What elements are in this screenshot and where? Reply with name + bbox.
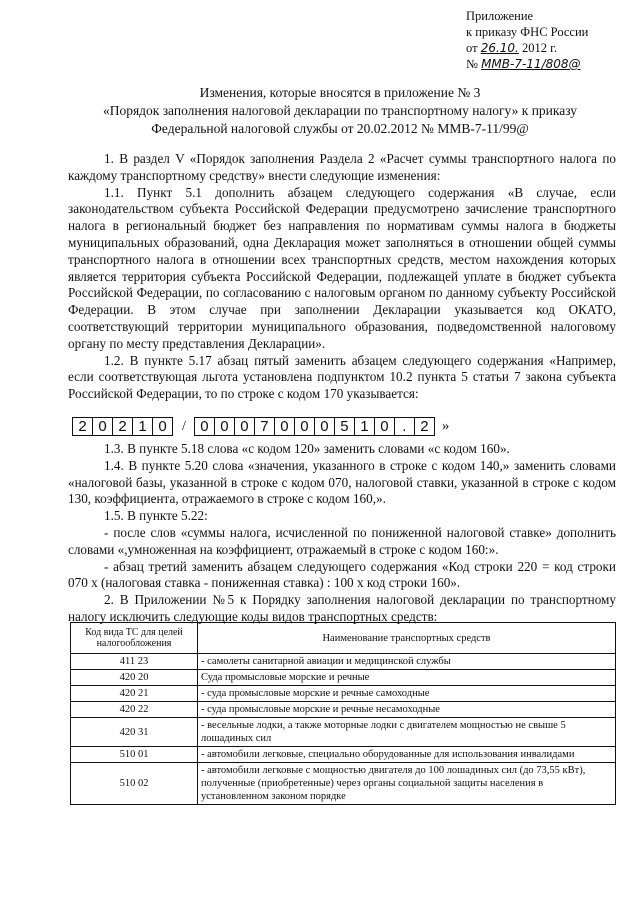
row-code: 510 01 xyxy=(71,747,198,763)
code-cell: 2 xyxy=(414,417,435,436)
code-cell: 1 xyxy=(354,417,375,436)
paragraph-1: 1. В раздел V «Порядок заполнения Раздела 2 «Расчет суммы транспортного налога по каждому транспортному средству» внести следующие изменения: xyxy=(68,151,616,183)
code-cell: 0 xyxy=(152,417,173,436)
row-name: Суда промысловые морские и речные xyxy=(198,670,616,686)
code-cells xyxy=(72,417,449,436)
code-cell: 0 xyxy=(214,417,235,436)
row-code: 420 21 xyxy=(71,686,198,702)
paragraph-1-1: 1.1. Пункт 5.1 дополнить абзацем следующего содержания «В случае, если законодательством субъекта Российской Федерации предусмотрено зачисление транспортного налога в региональный бюджет без направления по нормативам суммы налога в бюджеты муниципальных образований, одна Декларация может заполняться в отношении общей суммы транспортного налога в отношении всех транспортных средств, местом нахождения которых является территория субъекта Российской Федерации, подлежащей уплате в бюджет субъекта Российской Федерации, по согласованию с налоговым органом по данному субъекту Российской Федерации. В этом случае при заполнении Декларации указывается код ОКАТО, соответствующий территории муниципального образования, подведомственной налоговому органу по месту представления Декларации». xyxy=(68,184,616,351)
table-row xyxy=(71,747,616,763)
paragraph-1-2: 1.2. В пункте 5.17 абзац пятый заменить абзацем следующего содержания «Например, если соответствующая льгота установлена подпунктом 10.2 пункта 5 статьи 7 закона субъекта Российской Федерации, то по строке с кодом 170 указывается: xyxy=(68,352,616,402)
header-code: Код вида ТС для целей налогообложения xyxy=(71,623,198,654)
code-cell: 0 xyxy=(234,417,255,436)
row-code: 411 23 xyxy=(71,654,198,670)
cells-closing-quote: » xyxy=(441,418,450,434)
row-name: - автомобили легковые, специально оборудованные для использования инвалидами xyxy=(198,747,616,763)
code-cell: 0 xyxy=(194,417,215,436)
code-cell: 0 xyxy=(374,417,395,436)
cells-group-1 xyxy=(72,417,172,436)
row-name: - самолеты санитарной авиации и медицинской службы xyxy=(198,654,616,670)
row-code: 420 31 xyxy=(71,718,198,747)
paragraph-1-3: 1.3. В пункте 5.18 слова «с кодом 120» заменить словами «с кодом 160». xyxy=(104,441,510,456)
table-row xyxy=(71,763,616,805)
row-code: 420 22 xyxy=(71,702,198,718)
annex-order-ref: к приказу ФНС России xyxy=(466,25,589,39)
paragraph-1-5-b: - абзац третий заменить абзацем следующего содержания «Код строки 220 = код строки 070 х (налоговая ставка - пониженная ставка) : 100 х код строки 160». xyxy=(68,558,616,591)
table-row xyxy=(71,718,616,747)
vehicle-codes-table xyxy=(70,622,616,805)
annex-block xyxy=(466,8,588,72)
table-row xyxy=(71,686,616,702)
cells-group-2 xyxy=(194,417,434,436)
annex-label: Приложение xyxy=(466,9,534,23)
paragraph-2: 2. В Приложении №5 к Порядку заполнения налоговой декларации по транспортному налогу исключить следующие коды видов транспортных средств: xyxy=(68,592,616,624)
cells-separator: / xyxy=(182,418,186,434)
code-cell: 2 xyxy=(112,417,133,436)
row-name: - автомобили легковые с мощностью двигателя до 100 лошадиных сил (до 73,55 кВт), полученные (приобретенные) через органы социальной защиты населения в установленном законом порядке xyxy=(198,763,616,805)
row-code: 420 20 xyxy=(71,670,198,686)
table-row xyxy=(71,702,616,718)
row-name: - суда промысловые морские и речные несамоходные xyxy=(198,702,616,718)
row-name: - суда промысловые морские и речные самоходные xyxy=(198,686,616,702)
header-name: Наименование транспортных средств xyxy=(198,623,616,654)
paragraph-1-5: 1.5. В пункте 5.22: xyxy=(104,508,208,524)
code-cell: . xyxy=(394,417,415,436)
handwritten-number: ММВ-7-11/808@ xyxy=(481,57,581,71)
table-header-row xyxy=(71,623,616,654)
code-cell: 2 xyxy=(72,417,93,436)
code-cell: 0 xyxy=(294,417,315,436)
annex-date: от 26.10. 2012 г. xyxy=(466,41,557,55)
handwritten-date: 26.10. xyxy=(480,41,519,55)
row-name: - весельные лодки, а также моторные лодки с двигателем мощностью не свыше 5 лошадиных сил xyxy=(198,718,616,747)
table-row xyxy=(71,670,616,686)
code-cell: 7 xyxy=(254,417,275,436)
body-text-bottom xyxy=(68,441,616,626)
annex-number: № ММВ-7-11/808@ xyxy=(466,57,581,71)
code-cell: 5 xyxy=(334,417,355,436)
body-text-top xyxy=(68,151,616,403)
code-cell: 1 xyxy=(132,417,153,436)
document-title: Изменения, которые вносятся в приложение № 3 «Порядок заполнения налоговой декларации по транспортному налогу» к приказу Федеральной налоговой службы от 20.02.2012 № ММВ-7-11/99@ xyxy=(102,85,578,136)
code-cell: 0 xyxy=(314,417,335,436)
paragraph-1-5-a: - после слов «суммы налога, исчисленной по пониженной налоговой ставке» дополнить словами «,умноженная на коэффициент, отражаемый в строке с кодом 160:». xyxy=(68,524,616,557)
table-row xyxy=(71,654,616,670)
paragraph-1-4: 1.4. В пункте 5.20 слова «значения, указанного в строке с кодом 140,» заменить словами «налоговой базы, указанной в строке с кодом 070, налоговой ставки, указанной в строке с кодом 130, коэффициента, отражаемого в строке с кодом 160,». xyxy=(68,457,616,507)
code-cell: 0 xyxy=(274,417,295,436)
row-code: 510 02 xyxy=(71,763,198,805)
code-cell: 0 xyxy=(92,417,113,436)
